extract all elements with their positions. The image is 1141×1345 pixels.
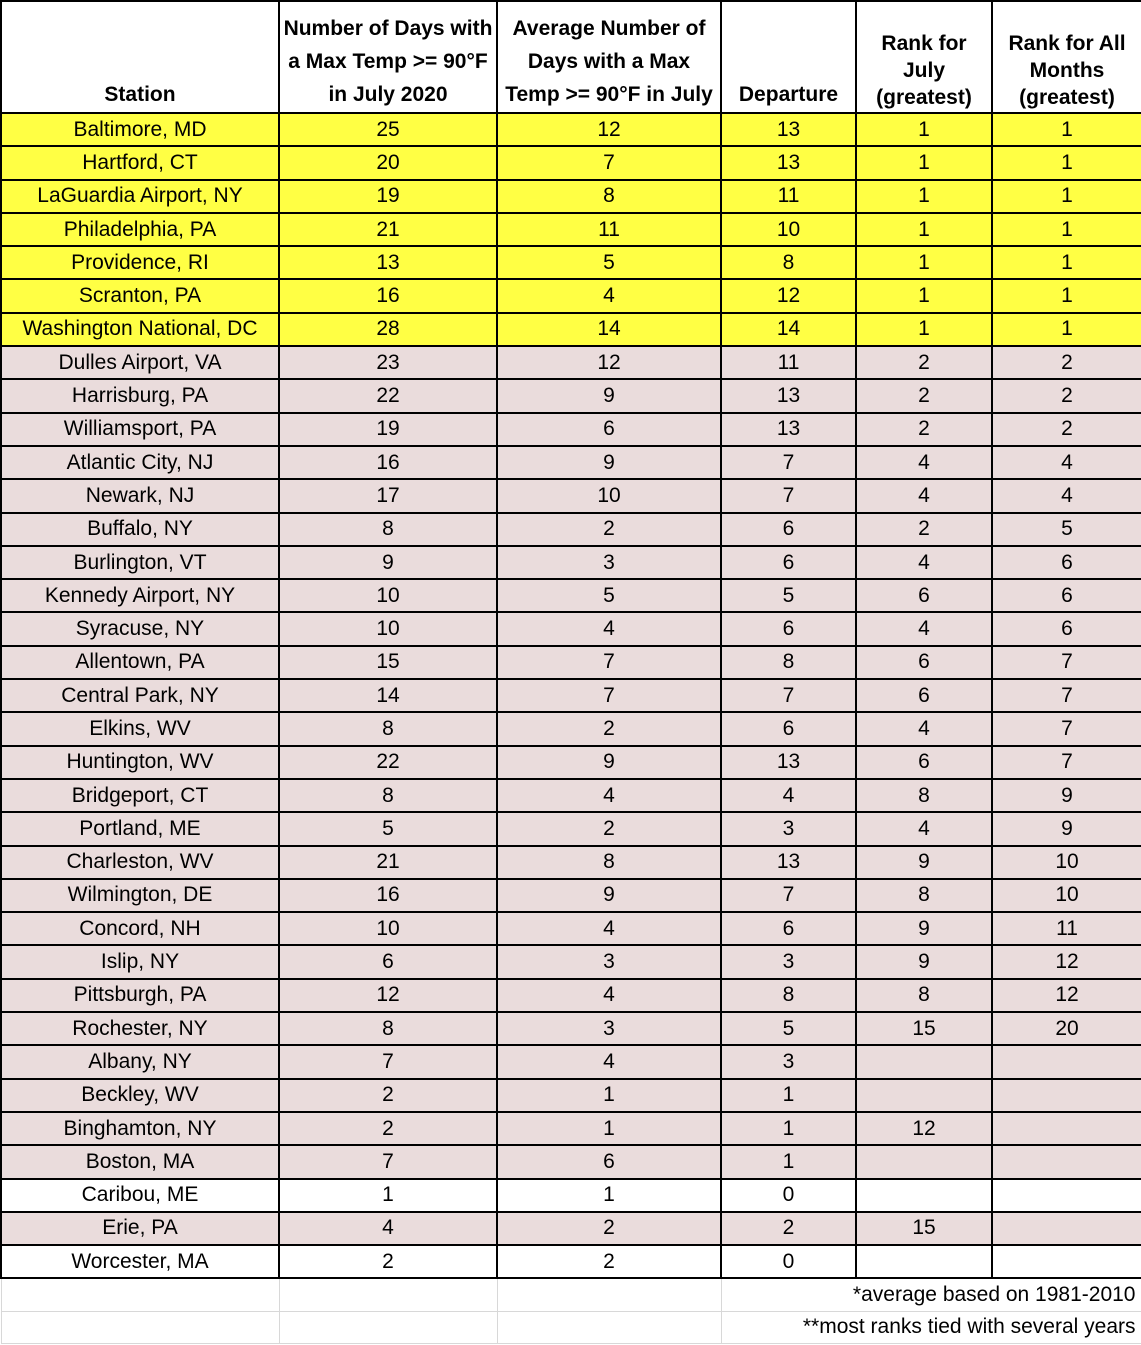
days-2020-cell: 14 <box>279 679 497 712</box>
note-blank <box>1 1311 279 1343</box>
departure-cell: 3 <box>721 945 856 978</box>
average-days-cell: 9 <box>497 379 721 412</box>
days-2020-cell: 16 <box>279 446 497 479</box>
table-row <box>1 346 1141 379</box>
rank-all-months-cell <box>992 1179 1141 1212</box>
note-row <box>1 1278 1141 1311</box>
average-days-cell: 5 <box>497 246 721 279</box>
departure-cell: 6 <box>721 513 856 546</box>
departure-cell: 6 <box>721 712 856 745</box>
days-2020-cell: 19 <box>279 413 497 446</box>
station-cell: Philadelphia, PA <box>1 213 279 246</box>
rank-all-months-cell: 12 <box>992 945 1141 978</box>
rank-july-cell: 12 <box>856 1112 992 1145</box>
station-cell: Burlington, VT <box>1 546 279 579</box>
departure-cell: 8 <box>721 246 856 279</box>
rank-all-months-cell: 6 <box>992 546 1141 579</box>
station-cell: Atlantic City, NJ <box>1 446 279 479</box>
rank-all-months-cell: 1 <box>992 246 1141 279</box>
average-days-cell: 2 <box>497 513 721 546</box>
days-2020-cell: 17 <box>279 479 497 512</box>
station-cell: Huntington, WV <box>1 746 279 779</box>
table-row <box>1 1112 1141 1145</box>
rank-all-months-cell <box>992 1112 1141 1145</box>
station-cell: Providence, RI <box>1 246 279 279</box>
days-2020-cell: 22 <box>279 379 497 412</box>
days-2020-cell: 8 <box>279 712 497 745</box>
average-days-cell: 6 <box>497 1145 721 1178</box>
station-cell: Hartford, CT <box>1 146 279 179</box>
days-2020-cell: 2 <box>279 1112 497 1145</box>
rank-all-months-cell: 20 <box>992 1012 1141 1045</box>
rank-july-cell <box>856 1245 992 1278</box>
station-cell: Islip, NY <box>1 945 279 978</box>
rank-all-months-cell <box>992 1245 1141 1278</box>
departure-cell: 7 <box>721 679 856 712</box>
departure-cell: 8 <box>721 979 856 1012</box>
departure-cell: 8 <box>721 646 856 679</box>
days-2020-cell: 4 <box>279 1212 497 1245</box>
rank-july-cell: 1 <box>856 279 992 312</box>
rank-all-months-cell: 9 <box>992 779 1141 812</box>
table-row <box>1 546 1141 579</box>
average-days-cell: 14 <box>497 313 721 346</box>
station-cell: Rochester, NY <box>1 1012 279 1045</box>
departure-cell: 1 <box>721 1079 856 1112</box>
rank-all-months-cell: 5 <box>992 513 1141 546</box>
rank-all-months-cell: 4 <box>992 446 1141 479</box>
table-row <box>1 879 1141 912</box>
station-cell: Kennedy Airport, NY <box>1 579 279 612</box>
average-days-cell: 4 <box>497 1045 721 1078</box>
station-cell: Wilmington, DE <box>1 879 279 912</box>
departure-cell: 3 <box>721 1045 856 1078</box>
note-row <box>1 1311 1141 1343</box>
table-row <box>1 712 1141 745</box>
departure-cell: 1 <box>721 1112 856 1145</box>
days-2020-cell: 5 <box>279 812 497 845</box>
station-cell: Pittsburgh, PA <box>1 979 279 1012</box>
note-blank <box>1 1278 279 1311</box>
table-row <box>1 279 1141 312</box>
table-row <box>1 413 1141 446</box>
station-cell: Scranton, PA <box>1 279 279 312</box>
days-2020-cell: 8 <box>279 513 497 546</box>
rank-all-months-cell: 7 <box>992 746 1141 779</box>
table-row <box>1 513 1141 546</box>
station-cell: Buffalo, NY <box>1 513 279 546</box>
note-average-basis: *average based on 1981-2010 <box>721 1278 1141 1311</box>
days-2020-cell: 21 <box>279 213 497 246</box>
station-cell: Caribou, ME <box>1 1179 279 1212</box>
departure-cell: 6 <box>721 612 856 645</box>
rank-all-months-cell: 1 <box>992 146 1141 179</box>
days-2020-cell: 16 <box>279 879 497 912</box>
rank-all-months-cell: 1 <box>992 213 1141 246</box>
rank-all-months-cell: 7 <box>992 646 1141 679</box>
days-2020-cell: 10 <box>279 579 497 612</box>
average-days-cell: 3 <box>497 546 721 579</box>
rank-july-cell: 1 <box>856 146 992 179</box>
note-ranks-tied: **most ranks tied with several years <box>721 1311 1141 1343</box>
average-days-cell: 10 <box>497 479 721 512</box>
table-row <box>1 912 1141 945</box>
rank-all-months-cell: 9 <box>992 812 1141 845</box>
average-days-cell: 4 <box>497 612 721 645</box>
rank-all-months-cell: 6 <box>992 579 1141 612</box>
table-row <box>1 1179 1141 1212</box>
notes-section <box>1 1278 1141 1343</box>
table-row <box>1 1145 1141 1178</box>
rank-july-cell <box>856 1145 992 1178</box>
rank-july-cell: 1 <box>856 113 992 146</box>
average-days-cell: 2 <box>497 1212 721 1245</box>
table-row <box>1 1079 1141 1112</box>
departure-cell: 13 <box>721 379 856 412</box>
departure-cell: 0 <box>721 1245 856 1278</box>
average-days-cell: 3 <box>497 945 721 978</box>
average-days-cell: 4 <box>497 779 721 812</box>
note-blank <box>497 1311 721 1343</box>
rank-all-months-cell: 6 <box>992 612 1141 645</box>
station-cell: Baltimore, MD <box>1 113 279 146</box>
days-2020-cell: 19 <box>279 180 497 213</box>
average-days-cell: 4 <box>497 912 721 945</box>
average-days-cell: 5 <box>497 579 721 612</box>
rank-july-cell: 1 <box>856 213 992 246</box>
station-cell: Dulles Airport, VA <box>1 346 279 379</box>
days-2020-cell: 7 <box>279 1045 497 1078</box>
rank-july-cell: 15 <box>856 1012 992 1045</box>
average-days-cell: 7 <box>497 146 721 179</box>
rank-all-months-cell: 1 <box>992 279 1141 312</box>
table-row <box>1 213 1141 246</box>
days-2020-cell: 12 <box>279 979 497 1012</box>
rank-all-months-cell <box>992 1145 1141 1178</box>
table-row <box>1 746 1141 779</box>
table-row <box>1 979 1141 1012</box>
table-row <box>1 446 1141 479</box>
rank-july-cell <box>856 1079 992 1112</box>
rank-all-months-cell <box>992 1045 1141 1078</box>
rank-july-cell: 8 <box>856 979 992 1012</box>
rank-july-cell: 8 <box>856 779 992 812</box>
average-days-cell: 12 <box>497 113 721 146</box>
days-2020-cell: 22 <box>279 746 497 779</box>
table-row <box>1 313 1141 346</box>
rank-july-cell: 9 <box>856 945 992 978</box>
rank-all-months-cell: 4 <box>992 479 1141 512</box>
departure-cell: 13 <box>721 746 856 779</box>
station-cell: Newark, NJ <box>1 479 279 512</box>
rank-july-cell: 4 <box>856 612 992 645</box>
table-row <box>1 479 1141 512</box>
table-body <box>1 113 1141 1278</box>
days-2020-cell: 16 <box>279 279 497 312</box>
rank-july-cell: 1 <box>856 246 992 279</box>
rank-july-cell: 8 <box>856 879 992 912</box>
average-days-cell: 2 <box>497 812 721 845</box>
days-2020-cell: 25 <box>279 113 497 146</box>
average-days-cell: 4 <box>497 979 721 1012</box>
departure-cell: 13 <box>721 413 856 446</box>
rank-july-cell <box>856 1045 992 1078</box>
table-row <box>1 612 1141 645</box>
days-2020-cell: 2 <box>279 1245 497 1278</box>
station-cell: Harrisburg, PA <box>1 379 279 412</box>
station-cell: Boston, MA <box>1 1145 279 1178</box>
departure-cell: 6 <box>721 546 856 579</box>
days-2020-cell: 13 <box>279 246 497 279</box>
rank-july-cell: 2 <box>856 413 992 446</box>
station-cell: Washington National, DC <box>1 313 279 346</box>
average-days-cell: 7 <box>497 679 721 712</box>
station-cell: Elkins, WV <box>1 712 279 745</box>
station-cell: Williamsport, PA <box>1 413 279 446</box>
rank-all-months-cell: 2 <box>992 413 1141 446</box>
rank-july-cell: 6 <box>856 579 992 612</box>
departure-cell: 7 <box>721 479 856 512</box>
rank-all-months-cell <box>992 1212 1141 1245</box>
departure-cell: 1 <box>721 1145 856 1178</box>
days-2020-cell: 8 <box>279 779 497 812</box>
station-cell: LaGuardia Airport, NY <box>1 180 279 213</box>
departure-cell: 11 <box>721 180 856 213</box>
header-row <box>1 1 1141 113</box>
note-blank <box>497 1278 721 1311</box>
days-2020-cell: 6 <box>279 945 497 978</box>
days-2020-cell: 10 <box>279 612 497 645</box>
table-row <box>1 113 1141 146</box>
rank-all-months-cell: 2 <box>992 346 1141 379</box>
rank-all-months-cell: 1 <box>992 313 1141 346</box>
average-days-cell: 6 <box>497 413 721 446</box>
rank-all-months-cell: 7 <box>992 712 1141 745</box>
average-days-cell: 9 <box>497 746 721 779</box>
station-cell: Syracuse, NY <box>1 612 279 645</box>
table-row <box>1 579 1141 612</box>
departure-cell: 13 <box>721 146 856 179</box>
table-row <box>1 812 1141 845</box>
note-blank <box>279 1278 497 1311</box>
rank-july-cell: 2 <box>856 513 992 546</box>
station-cell: Central Park, NY <box>1 679 279 712</box>
days-2020-cell: 23 <box>279 346 497 379</box>
days-2020-cell: 20 <box>279 146 497 179</box>
departure-cell: 11 <box>721 346 856 379</box>
station-cell: Erie, PA <box>1 1212 279 1245</box>
station-cell: Worcester, MA <box>1 1245 279 1278</box>
days-2020-cell: 2 <box>279 1079 497 1112</box>
rank-july-cell: 9 <box>856 846 992 879</box>
station-cell: Beckley, WV <box>1 1079 279 1112</box>
rank-july-cell: 1 <box>856 180 992 213</box>
days-2020-cell: 28 <box>279 313 497 346</box>
rank-july-cell: 6 <box>856 746 992 779</box>
departure-cell: 0 <box>721 1179 856 1212</box>
days-2020-cell: 9 <box>279 546 497 579</box>
station-cell: Portland, ME <box>1 812 279 845</box>
average-days-cell: 2 <box>497 712 721 745</box>
rank-july-cell: 1 <box>856 313 992 346</box>
table-row <box>1 1012 1141 1045</box>
station-cell: Concord, NH <box>1 912 279 945</box>
table-row <box>1 180 1141 213</box>
table-row <box>1 1245 1141 1278</box>
departure-cell: 12 <box>721 279 856 312</box>
rank-all-months-cell: 7 <box>992 679 1141 712</box>
table-row <box>1 1045 1141 1078</box>
days-2020-cell: 21 <box>279 846 497 879</box>
table-row <box>1 1212 1141 1245</box>
rank-july-cell: 6 <box>856 646 992 679</box>
average-days-cell: 7 <box>497 646 721 679</box>
rank-july-cell: 4 <box>856 712 992 745</box>
departure-cell: 7 <box>721 446 856 479</box>
departure-cell: 13 <box>721 113 856 146</box>
rank-july-cell: 6 <box>856 679 992 712</box>
departure-cell: 4 <box>721 779 856 812</box>
departure-cell: 7 <box>721 879 856 912</box>
days-2020-cell: 10 <box>279 912 497 945</box>
departure-cell: 10 <box>721 213 856 246</box>
note-blank <box>279 1311 497 1343</box>
rank-all-months-cell: 1 <box>992 180 1141 213</box>
days-2020-cell: 7 <box>279 1145 497 1178</box>
departure-cell: 5 <box>721 1012 856 1045</box>
station-cell: Charleston, WV <box>1 846 279 879</box>
departure-cell: 5 <box>721 579 856 612</box>
header-average-days-july: Average Number of Days with a Max Temp >= 90°F in July <box>497 1 721 113</box>
rank-july-cell: 4 <box>856 812 992 845</box>
table-row <box>1 679 1141 712</box>
rank-all-months-cell: 2 <box>992 379 1141 412</box>
table-row <box>1 846 1141 879</box>
average-days-cell: 12 <box>497 346 721 379</box>
departure-cell: 13 <box>721 846 856 879</box>
header-days-july-2020: Number of Days with a Max Temp >= 90°F in July 2020 <box>279 1 497 113</box>
rank-july-cell: 2 <box>856 379 992 412</box>
average-days-cell: 2 <box>497 1245 721 1278</box>
average-days-cell: 3 <box>497 1012 721 1045</box>
rank-all-months-cell: 10 <box>992 879 1141 912</box>
table-row <box>1 779 1141 812</box>
rank-all-months-cell: 10 <box>992 846 1141 879</box>
station-cell: Albany, NY <box>1 1045 279 1078</box>
days-2020-cell: 8 <box>279 1012 497 1045</box>
average-days-cell: 4 <box>497 279 721 312</box>
header-rank-july: Rank for July (greatest) <box>856 1 992 113</box>
average-days-cell: 8 <box>497 846 721 879</box>
station-cell: Bridgeport, CT <box>1 779 279 812</box>
rank-july-cell: 15 <box>856 1212 992 1245</box>
departure-cell: 14 <box>721 313 856 346</box>
station-cell: Binghamton, NY <box>1 1112 279 1145</box>
rank-all-months-cell: 1 <box>992 113 1141 146</box>
rank-july-cell: 4 <box>856 546 992 579</box>
departure-cell: 3 <box>721 812 856 845</box>
average-days-cell: 8 <box>497 180 721 213</box>
days-2020-cell: 1 <box>279 1179 497 1212</box>
average-days-cell: 1 <box>497 1112 721 1145</box>
average-days-cell: 1 <box>497 1179 721 1212</box>
departure-cell: 6 <box>721 912 856 945</box>
rank-july-cell: 4 <box>856 446 992 479</box>
table-row <box>1 146 1141 179</box>
header-departure: Departure <box>721 1 856 113</box>
rank-all-months-cell: 12 <box>992 979 1141 1012</box>
departure-cell: 2 <box>721 1212 856 1245</box>
days-2020-cell: 15 <box>279 646 497 679</box>
average-days-cell: 9 <box>497 446 721 479</box>
average-days-cell: 9 <box>497 879 721 912</box>
rank-july-cell <box>856 1179 992 1212</box>
rank-all-months-cell: 11 <box>992 912 1141 945</box>
rank-july-cell: 2 <box>856 346 992 379</box>
table-row <box>1 945 1141 978</box>
rank-july-cell: 9 <box>856 912 992 945</box>
station-cell: Allentown, PA <box>1 646 279 679</box>
rank-all-months-cell <box>992 1079 1141 1112</box>
header-rank-all-months: Rank for All Months (greatest) <box>992 1 1141 113</box>
header-station: Station <box>1 1 279 113</box>
table-row <box>1 646 1141 679</box>
table-row <box>1 246 1141 279</box>
average-days-cell: 11 <box>497 213 721 246</box>
table-row <box>1 379 1141 412</box>
rank-july-cell: 4 <box>856 479 992 512</box>
average-days-cell: 1 <box>497 1079 721 1112</box>
